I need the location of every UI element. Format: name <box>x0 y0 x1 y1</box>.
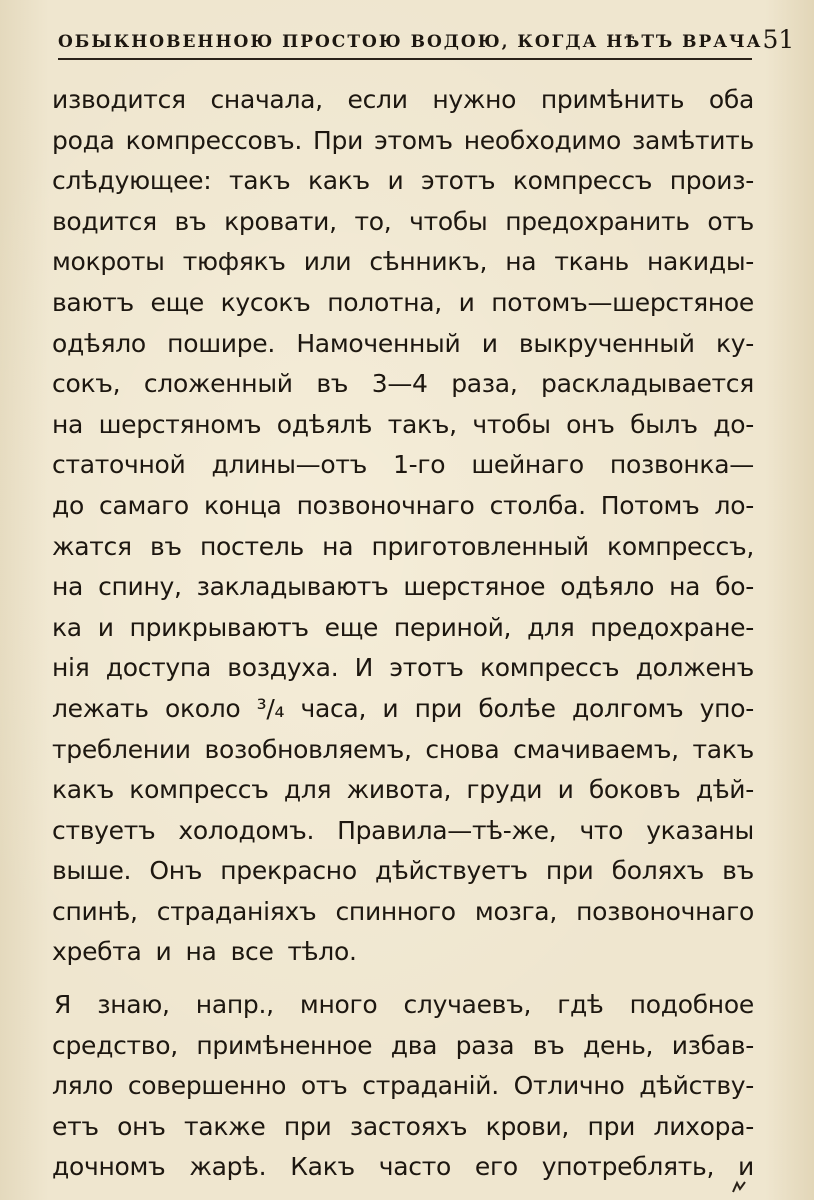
text-line <box>52 851 754 892</box>
word: ваютъ <box>52 287 134 317</box>
word: Потомъ <box>600 490 700 520</box>
word: позвоночнаго <box>296 490 475 520</box>
word: лихора- <box>653 1111 754 1141</box>
word: при <box>283 1111 332 1141</box>
word: онъ <box>566 409 615 439</box>
text-line <box>52 161 754 202</box>
running-head: ОБЫКНОВЕННОЮ ПРОСТОЮ ВОДОЮ, КОГДА НѢТЪ ВРАЧА <box>58 32 763 52</box>
word: подобное <box>629 990 754 1020</box>
word: такъ <box>228 166 291 196</box>
text-line <box>52 283 754 324</box>
word: до- <box>713 409 754 439</box>
word: этотъ <box>389 653 464 683</box>
word: или <box>303 247 352 277</box>
word: пошире. <box>167 328 276 358</box>
word: лежать <box>52 693 149 723</box>
word: въ <box>722 856 754 886</box>
word: Какъ <box>290 1152 355 1182</box>
text-line <box>52 527 754 568</box>
word: и <box>155 937 172 967</box>
word: и <box>458 287 475 317</box>
word: при <box>587 1111 636 1141</box>
word: закладываютъ <box>196 572 389 602</box>
word: чтобы <box>472 409 551 439</box>
word: при <box>414 693 463 723</box>
word: часто <box>378 1152 451 1182</box>
paragraph-break <box>52 973 754 985</box>
word: примѣнить <box>540 85 685 114</box>
word: при <box>545 856 594 886</box>
word: нія <box>52 653 90 683</box>
word: Правила—тѣ-же, <box>337 815 557 845</box>
word: чтобы <box>409 206 488 236</box>
page-number: 51 <box>762 25 795 54</box>
word: если <box>347 85 408 114</box>
word: сначала, <box>210 85 323 114</box>
word: Я <box>54 990 72 1020</box>
word: и <box>481 328 498 358</box>
word: и <box>382 693 399 723</box>
text-line <box>52 770 754 811</box>
word: воздуха. <box>227 653 339 683</box>
word: необходимо <box>463 125 621 155</box>
word: какъ <box>307 166 370 196</box>
word: долженъ <box>635 653 754 683</box>
text-line <box>52 1107 754 1148</box>
text-line-last <box>52 932 754 973</box>
word: дѣйствуетъ <box>374 856 528 886</box>
word: страданiй. <box>362 1071 499 1101</box>
word: ткань <box>554 247 629 277</box>
word: Намоченный <box>296 328 461 358</box>
word: холодомъ. <box>178 815 315 845</box>
word: выкрученный <box>518 328 695 358</box>
word: боляхъ <box>611 856 704 886</box>
word: сокъ, <box>52 369 121 399</box>
word: И <box>354 653 374 683</box>
word: дѣй- <box>695 775 754 805</box>
word: что <box>579 815 624 845</box>
word: указаны <box>646 815 754 845</box>
word: самаго <box>99 490 189 520</box>
printer-mark-icon <box>730 1180 748 1194</box>
text-line <box>52 364 754 405</box>
word: треблении <box>52 734 191 764</box>
word: бо- <box>715 572 754 602</box>
word: рода <box>52 125 115 155</box>
word: случаевъ, <box>403 990 532 1020</box>
word: упо- <box>699 693 754 723</box>
word: ку- <box>715 328 754 358</box>
word: кровати, <box>224 206 337 236</box>
word: страданiяхъ <box>156 896 317 926</box>
word: на <box>505 247 537 277</box>
word: на <box>52 409 84 439</box>
word: доступа <box>105 653 211 683</box>
word: компрессъ, <box>607 531 754 561</box>
word: напр., <box>195 990 274 1020</box>
word: раза <box>455 1030 515 1060</box>
text-line <box>52 324 754 365</box>
text-line <box>52 648 754 689</box>
word: предохранить <box>505 206 690 236</box>
word: совершенно <box>127 1071 287 1101</box>
paragraph <box>52 80 754 973</box>
word: 3—4 <box>371 369 428 399</box>
word: крови, <box>485 1111 570 1141</box>
word: ка <box>52 612 82 642</box>
word: въ <box>532 1030 565 1060</box>
text-line <box>52 811 754 852</box>
word: предохране- <box>590 612 754 642</box>
text-line <box>52 121 754 162</box>
word: произ- <box>669 166 754 196</box>
word: долгомъ <box>572 693 684 723</box>
text-line <box>52 730 754 771</box>
word: также <box>184 1111 266 1141</box>
word: длины—отъ <box>211 450 367 480</box>
word: спину, <box>98 572 182 602</box>
word: этомъ <box>374 125 453 155</box>
word: такъ <box>692 734 754 764</box>
word: спинѣ, <box>52 896 138 926</box>
text-line <box>52 892 754 933</box>
word: компрессъ <box>479 653 620 683</box>
word: нужно <box>432 85 517 114</box>
word: и <box>97 612 114 642</box>
word: замѣтить <box>631 125 754 155</box>
word: отъ <box>300 1071 348 1101</box>
word: то, <box>354 206 392 236</box>
word: жатся <box>52 531 132 561</box>
text-line <box>52 1147 754 1188</box>
word: сѣнникъ, <box>369 247 488 277</box>
word: такъ, <box>387 409 457 439</box>
word: и <box>738 1152 754 1182</box>
word: тюфякъ <box>182 247 286 277</box>
word: прикрываютъ <box>129 612 309 642</box>
word: употреблять, <box>541 1152 715 1182</box>
word: на <box>52 572 84 602</box>
page-header <box>58 18 795 60</box>
word: конца <box>203 490 282 520</box>
word: прекрасно <box>220 856 357 886</box>
word: много <box>299 990 378 1020</box>
text-line <box>52 689 754 730</box>
word: еще <box>324 612 379 642</box>
word: оба <box>708 85 754 114</box>
word: день, <box>583 1030 654 1060</box>
word: ло- <box>714 490 754 520</box>
word: ³/₄ <box>256 693 285 723</box>
word: въ <box>174 206 207 236</box>
word: 1-го <box>393 450 446 480</box>
text-line <box>52 1026 754 1067</box>
word: изводится <box>52 85 186 114</box>
word: застояхъ <box>349 1111 468 1141</box>
word: статочной <box>52 450 186 480</box>
word: около <box>164 693 241 723</box>
word: этотъ <box>420 166 496 196</box>
word: полотна, <box>327 287 442 317</box>
word: накиды- <box>647 247 754 277</box>
word: компрессъ <box>129 775 269 805</box>
word: позвоночнаго <box>576 896 754 926</box>
word: позвонка— <box>609 450 754 480</box>
word: жарѣ. <box>189 1152 267 1182</box>
word: При <box>313 125 364 155</box>
word: одѣялѣ <box>276 409 373 439</box>
word: знаю, <box>97 990 170 1020</box>
word: Онъ <box>149 856 203 886</box>
word: на <box>322 531 354 561</box>
word: гдѣ <box>557 990 604 1020</box>
word: средство, <box>52 1030 178 1060</box>
word: на <box>669 572 701 602</box>
word: слѣдующее: <box>52 166 212 196</box>
word: шейнаго <box>471 450 584 480</box>
word: шерстяное <box>403 572 546 602</box>
text-line <box>52 567 754 608</box>
word: сложенный <box>143 369 293 399</box>
word: мозга, <box>474 896 557 926</box>
word: столба. <box>489 490 586 520</box>
word: постель <box>199 531 304 561</box>
word: избав- <box>671 1030 754 1060</box>
page-body <box>52 80 754 1188</box>
word: боковъ <box>588 775 681 805</box>
word: кусокъ <box>220 287 311 317</box>
word: два <box>390 1030 438 1060</box>
word: его <box>474 1152 518 1182</box>
word: етъ <box>52 1111 99 1141</box>
word: тѣло. <box>287 937 357 967</box>
word: ляло <box>52 1071 114 1101</box>
word: шерстяномъ <box>98 409 262 439</box>
word: компрессовъ. <box>125 125 302 155</box>
word: одѣяло <box>52 328 146 358</box>
word: водится <box>52 206 157 236</box>
text-line <box>52 242 754 283</box>
word: былъ <box>630 409 698 439</box>
text-line <box>52 445 754 486</box>
word: Отлично <box>513 1071 625 1101</box>
word: хребта <box>52 937 142 967</box>
word: въ <box>149 531 182 561</box>
word: ствуетъ <box>52 815 156 845</box>
text-line-first <box>52 985 754 1026</box>
word: смачиваемъ, <box>513 734 679 764</box>
word: потомъ—шерстяное <box>491 287 754 317</box>
text-line <box>52 405 754 446</box>
word: дѣйству- <box>639 1071 754 1101</box>
word: мокроты <box>52 247 165 277</box>
word: до <box>52 490 84 520</box>
text-line <box>52 486 754 527</box>
text-line <box>52 1066 754 1107</box>
paragraph <box>52 985 754 1188</box>
text-line <box>52 80 754 121</box>
word: дочномъ <box>52 1152 166 1182</box>
word: какъ <box>52 775 114 805</box>
word: еще <box>150 287 204 317</box>
word: онъ <box>117 1111 166 1141</box>
word: въ <box>316 369 349 399</box>
word: все <box>230 937 274 967</box>
word: периной, <box>393 612 512 642</box>
word: раза, <box>451 369 518 399</box>
word: и <box>557 775 574 805</box>
word: приготовленный <box>371 531 589 561</box>
word: возобновляемъ, <box>204 734 412 764</box>
word: снова <box>425 734 500 764</box>
word: раскладывается <box>541 369 754 399</box>
word: груди <box>466 775 543 805</box>
word: болѣе <box>478 693 556 723</box>
word: на <box>185 937 217 967</box>
word: живота, <box>346 775 452 805</box>
word: для <box>283 775 332 805</box>
word: отъ <box>707 206 754 236</box>
word: для <box>527 612 575 642</box>
word: примѣненное <box>196 1030 373 1060</box>
word: компрессъ <box>512 166 653 196</box>
text-line <box>52 202 754 243</box>
word: одѣяло <box>560 572 655 602</box>
text-line <box>52 608 754 649</box>
word: спинного <box>335 896 456 926</box>
word: часа, <box>300 693 367 723</box>
word: выше. <box>52 856 132 886</box>
word: и <box>387 166 404 196</box>
